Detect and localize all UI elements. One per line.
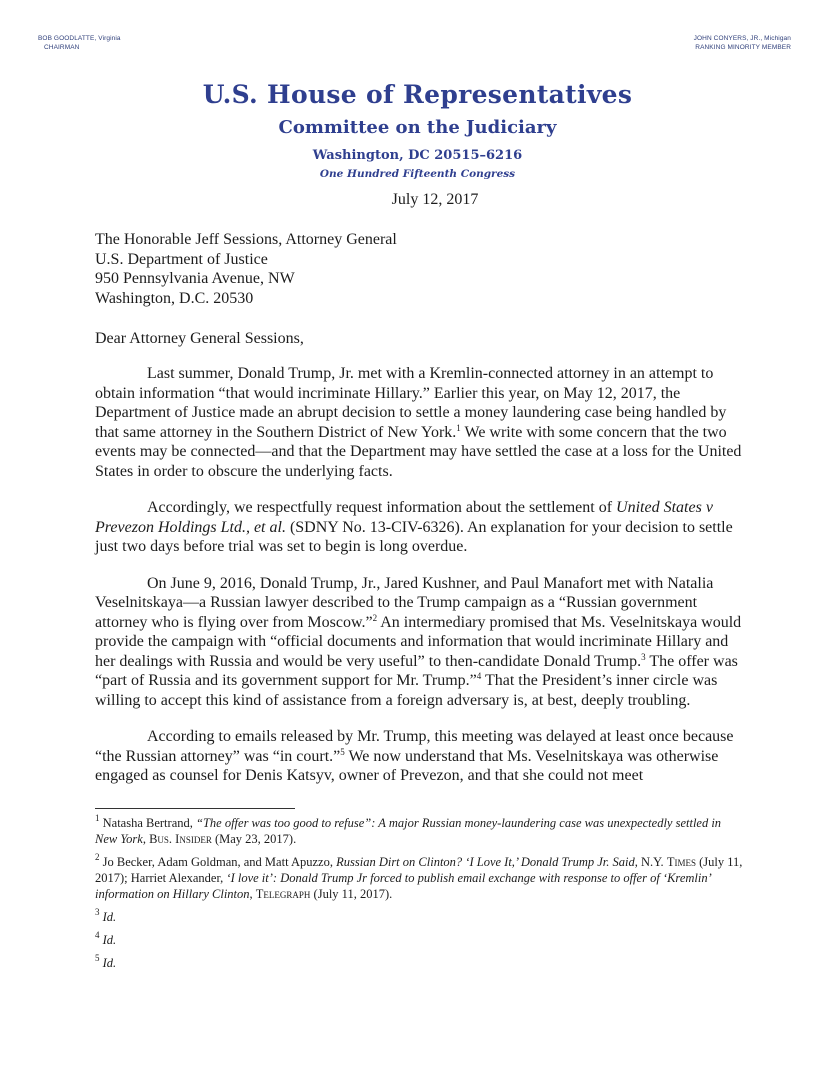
addressee-line: 950 Pennsylvania Avenue, NW (95, 270, 295, 287)
footnote-number: 3 (95, 907, 100, 917)
addressee-line: U.S. Department of Justice (95, 250, 268, 268)
footnote-number: 2 (95, 852, 100, 862)
case-name: United States v Prevezon Holdings Ltd., et al. (95, 499, 713, 536)
paragraph-text: On June 9, 2016, Donald Trump, Jr., Jared Kushner, and Paul Manafort met with Natalia Veselnitskaya—a Russian lawyer described to the Trump campaign as a “Russian government attorney who is flying over from Moscow.” (95, 574, 714, 631)
footnote-number: 1 (95, 813, 100, 823)
footnote-title: “The offer was too good to refuse”: A major Russian money-laundering case was unexpectedly settled in New York (95, 816, 722, 846)
footnote-3 (95, 909, 745, 925)
paragraph-1 (95, 364, 745, 481)
footnote-divider (95, 808, 295, 809)
paragraph-2 (95, 498, 745, 557)
footnote-text: Id. (102, 910, 117, 924)
footnote-1 (95, 815, 745, 847)
paragraph-4 (95, 727, 745, 786)
footnote-4 (95, 932, 745, 948)
salutation: Dear Attorney General Sessions, (95, 330, 304, 347)
addressee-block (95, 230, 397, 308)
ranking-member-role: RANKING MINORITY MEMBER (695, 44, 791, 51)
paragraph-text: (SDNY No. 13-CIV-6326). An explanation for your decision to settle just two days before trial was set to begin is long overdue. (95, 518, 733, 555)
letterhead-address: Washington, DC 20515–6216 (312, 148, 523, 163)
footnote-date: (July 11, 2017). (310, 887, 393, 901)
footnote-title: Russian Dirt on Clinton? ‘I Love It,’ Donald Trump Jr. Said (336, 855, 635, 869)
footnote-separator: , (142, 832, 150, 846)
letter-date: July 12, 2017 (391, 191, 479, 208)
footnote-separator: , N.Y. (634, 855, 667, 869)
footnote-author: Jo Becker, Adam Goldman, and Matt Apuzzo, (99, 855, 337, 869)
paragraph-text: Accordingly, we respectfully request information about the settlement of (147, 499, 617, 516)
footnote-5 (95, 955, 745, 971)
chairman-block (38, 34, 121, 52)
footnote-separator: , (249, 887, 256, 901)
letterhead (0, 78, 835, 182)
footnotes (95, 815, 745, 978)
letterhead-house: U.S. House of Representatives (202, 80, 633, 109)
footnote-source: Times (666, 855, 696, 869)
paragraph-text: That the President’s inner circle was willing to accept this kind of assistance from a foreign adversary is, at best, deeply troubling. (95, 672, 718, 709)
footnote-title: ‘I love it’: Donald Trump Jr forced to publish email exchange with response to offer of ‘Kremlin’ information on Hillary Clinton (95, 871, 711, 901)
paragraph-text: We write with some concern that the two events may be connected—and that the Department may have settled the case at a loss for the United States in order to obscure the underlying facts. (95, 423, 742, 480)
addressee-line: The Honorable Jeff Sessions, Attorney General (95, 231, 397, 248)
footnote-2 (95, 854, 745, 902)
paragraph-text: The offer was “part of Russia and its government support for Mr. Trump.” (95, 652, 738, 689)
footnote-text: Id. (102, 933, 117, 947)
chairman-role: CHAIRMAN (44, 44, 80, 51)
paragraph-text: We now understand that Ms. Veselnitskaya was otherwise engaged as counsel for Denis Katsyv, owner of Prevezon, and that she could not meet (95, 747, 719, 784)
addressee-line: Washington, D.C. 20530 (95, 289, 254, 307)
paragraph-text: Last summer, Donald Trump, Jr. met with a Kremlin-connected attorney in an attempt to obtain information “that would incriminate Hillary.” Earlier this year, on May 12, 2017, the Department of Justice made an abrupt decision to settle a money laundering case being handled by that same attorney in the Southern District of New York. (95, 365, 727, 441)
footnote-ref: 5 (340, 746, 345, 757)
footnote-ref: 3 (641, 651, 646, 662)
paragraph-text: According to emails released by Mr. Trump, this meeting was delayed at least once because “the Russian attorney” was “in court.” (95, 728, 734, 765)
letter-body (95, 364, 745, 803)
footnote-ref: 4 (476, 671, 482, 681)
footnote-source: Telegraph (255, 887, 311, 901)
footnote-source: Bus. Insider (149, 832, 212, 846)
letterhead-congress: One Hundred Fifteenth Congress (319, 168, 516, 180)
chairman-name: BOB GOODLATTE, Virginia (38, 35, 121, 42)
footnote-number: 4 (95, 930, 100, 940)
footnote-ref: 1 (456, 422, 461, 433)
letterhead-committee: Committee on the Judiciary (278, 117, 557, 138)
footnote-date: (May 23, 2017). (211, 832, 297, 846)
ranking-member-name: JOHN CONYERS, JR., Michigan (693, 35, 791, 42)
ranking-member-block (694, 34, 791, 52)
footnote-author: Natasha Bertrand, (99, 816, 196, 830)
footnote-ref: 2 (372, 612, 378, 623)
footnote-text: Id. (102, 956, 117, 970)
footnote-date: (July 11, 2017); Harriet Alexander, (95, 855, 743, 885)
footnote-number: 5 (95, 953, 100, 963)
paragraph-3 (95, 574, 745, 711)
paragraph-text: An intermediary promised that Ms. Veselnitskaya would provide the campaign with “official documents and information that would incriminate Hillary and her dealings with Russia and would be very useful” to then-candidate Donald Trump. (95, 613, 742, 670)
